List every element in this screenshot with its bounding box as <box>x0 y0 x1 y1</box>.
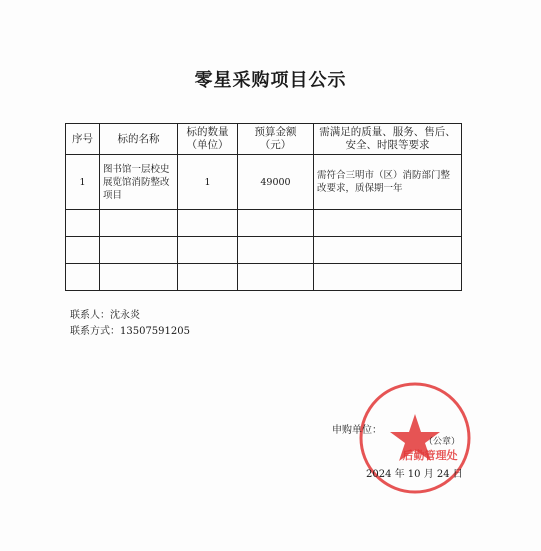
cell-qty: 1 <box>178 155 238 210</box>
date: 2024 年 10 月 24 日 <box>366 469 463 480</box>
table-row-empty <box>66 237 462 264</box>
table-row-empty <box>66 264 462 291</box>
header-no: 序号 <box>66 124 100 155</box>
header-budget: 预算金额 （元） <box>238 124 314 155</box>
header-requirements: 需满足的质量、服务、售后、 安全、时限等要求 <box>314 124 462 155</box>
seal-label: （公章） <box>424 437 461 447</box>
cell-budget: 49000 <box>238 155 314 210</box>
table-row-empty <box>66 210 462 237</box>
cell-no: 1 <box>66 155 100 210</box>
header-qty: 标的数量 （单位） <box>178 124 238 155</box>
applicant-label: 申购单位： <box>332 425 382 436</box>
table-row <box>66 155 462 210</box>
cell-name: 图书馆一层校史展览馆消防整改项目 <box>100 155 178 210</box>
procurement-table <box>65 123 462 291</box>
seal-text: 后勤管理处 <box>402 449 458 462</box>
page-title: 零星采购项目公示 <box>194 70 347 91</box>
cell-requirements: 需符合三明市（区）消防部门整改要求，质保期一年 <box>314 155 462 210</box>
table-header-row <box>66 124 462 155</box>
contact-person: 联系人：沈永炎 <box>70 310 140 321</box>
header-name: 标的名称 <box>100 124 178 155</box>
contact-phone: 联系方式：13507591205 <box>70 326 190 337</box>
